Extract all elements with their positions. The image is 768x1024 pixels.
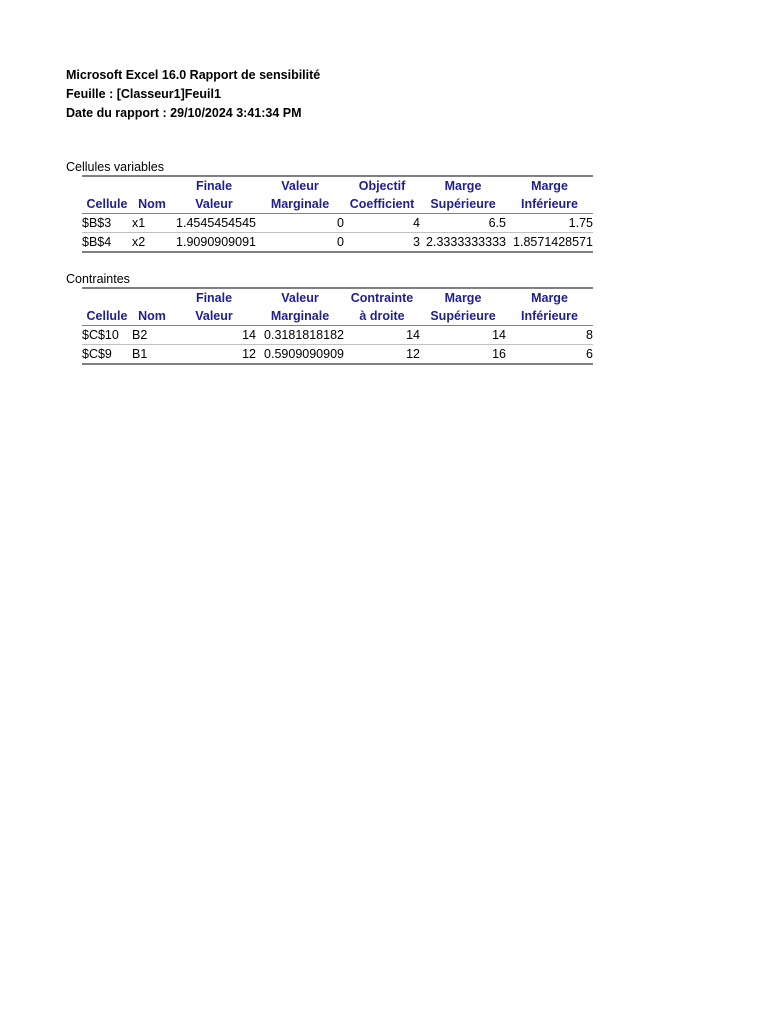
table-cell: 1.9090909091: [172, 233, 256, 253]
column-header: Objectif: [344, 176, 420, 195]
table-cell: 2.3333333333: [420, 233, 506, 253]
column-header: Finale: [172, 176, 256, 195]
table-cell: $C$10: [82, 326, 132, 345]
table-cell: 0.3181818182: [256, 326, 344, 345]
constraints-header-row-bottom: [82, 307, 593, 326]
table-row: [82, 214, 593, 233]
constraints-header-row-top: [82, 288, 593, 307]
table-cell: B1: [132, 345, 172, 365]
table-cell: 0: [256, 233, 344, 253]
table-cell: 0.5909090909: [256, 345, 344, 365]
column-header: Finale: [172, 288, 256, 307]
table-cell: 8: [506, 326, 593, 345]
sheet-name: Feuille : [Classeur1]Feuil1: [66, 87, 221, 101]
table-row: [82, 233, 593, 253]
table-cell: 4: [344, 214, 420, 233]
table-cell: 12: [172, 345, 256, 365]
column-header: Marge: [420, 176, 506, 195]
table-cell: x2: [132, 233, 172, 253]
column-header: Marge: [420, 288, 506, 307]
table-cell: B2: [132, 326, 172, 345]
column-header: Nom: [132, 307, 172, 326]
report-title: Microsoft Excel 16.0 Rapport de sensibilité: [66, 68, 321, 82]
table-row: [82, 345, 593, 365]
column-header: Contrainte: [344, 288, 420, 307]
column-header: Valeur: [172, 307, 256, 326]
table-cell: 3: [344, 233, 420, 253]
column-header: [82, 176, 132, 195]
column-header: à droite: [344, 307, 420, 326]
report-header: [66, 66, 320, 123]
table-cell: $B$3: [82, 214, 132, 233]
table-cell: 12: [344, 345, 420, 365]
table-cell: 14: [420, 326, 506, 345]
variables-header-row-bottom: [82, 195, 593, 214]
column-header: Cellule: [82, 307, 132, 326]
column-header: Marge: [506, 176, 593, 195]
constraints-section-title: Contraintes: [66, 272, 130, 286]
table-cell: 1.4545454545: [172, 214, 256, 233]
column-header: Nom: [132, 195, 172, 214]
table-cell: 1.75: [506, 214, 593, 233]
column-header: Coefficient: [344, 195, 420, 214]
table-cell: 6.5: [420, 214, 506, 233]
variables-section-title: Cellules variables: [66, 160, 164, 174]
table-cell: $C$9: [82, 345, 132, 365]
table-cell: $B$4: [82, 233, 132, 253]
column-header: Supérieure: [420, 195, 506, 214]
constraints-table: [82, 287, 593, 365]
column-header: [132, 288, 172, 307]
table-cell: 14: [344, 326, 420, 345]
column-header: Cellule: [82, 195, 132, 214]
table-cell: 1.8571428571: [506, 233, 593, 253]
column-header: Valeur: [172, 195, 256, 214]
table-cell: 6: [506, 345, 593, 365]
table-cell: 14: [172, 326, 256, 345]
column-header: [82, 288, 132, 307]
column-header: Inférieure: [506, 195, 593, 214]
table-cell: 16: [420, 345, 506, 365]
table-cell: x1: [132, 214, 172, 233]
column-header: [132, 176, 172, 195]
column-header: Marge: [506, 288, 593, 307]
variables-header-row-top: [82, 176, 593, 195]
table-row: [82, 326, 593, 345]
column-header: Marginale: [256, 195, 344, 214]
column-header: Valeur: [256, 176, 344, 195]
table-cell: 0: [256, 214, 344, 233]
column-header: Inférieure: [506, 307, 593, 326]
column-header: Supérieure: [420, 307, 506, 326]
column-header: Valeur: [256, 288, 344, 307]
report-date: Date du rapport : 29/10/2024 3:41:34 PM: [66, 106, 302, 120]
column-header: Marginale: [256, 307, 344, 326]
variables-table: [82, 175, 593, 253]
